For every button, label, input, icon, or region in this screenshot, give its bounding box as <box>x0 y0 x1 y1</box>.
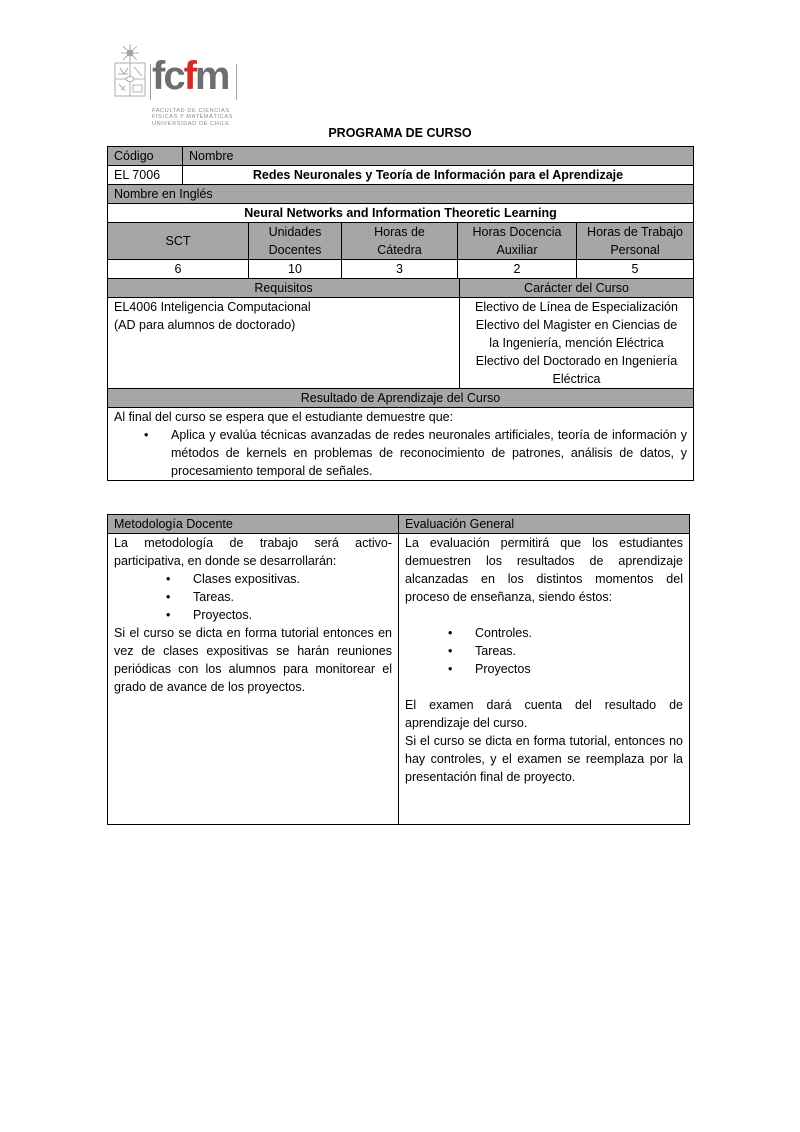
requisitos-caracter-row <box>108 298 694 389</box>
logo-subtitle-line: FACULTAD DE CIENCIAS <box>152 108 230 114</box>
wordmark-f: f <box>183 54 195 98</box>
horas-personal-header <box>577 223 694 260</box>
evaluacion-item: • Tareas. <box>475 642 683 660</box>
horas-auxiliar-value: 2 <box>458 260 577 279</box>
header-line: Horas de <box>374 225 425 239</box>
sct-value: 6 <box>108 260 249 279</box>
evaluacion-item: • Proyectos <box>475 660 683 678</box>
evaluacion-tutorial-paragraph: Si el curso se dicta en forma tutorial, entonces no hay controles, y el examen se reemplaza por la presentación final de proyecto. <box>405 734 683 784</box>
resultado-item: • Aplica y evalúa técnicas avanzadas de redes neuronales artificiales, teoría de información y métodos de kernels en problemas de reconocimiento de patrones, análisis de datos, y procesamiento temporal de señales. <box>171 426 687 480</box>
code-name-row <box>108 166 694 185</box>
resultado-header-row <box>108 389 694 408</box>
caracter-line: Eléctrica <box>552 372 601 386</box>
methodology-evaluation-row <box>108 534 690 825</box>
caracter-line: la Ingeniería, mención Eléctrica <box>489 336 664 350</box>
resultado-list <box>114 426 687 480</box>
header-line: Personal <box>610 243 660 257</box>
requisitos-label: Requisitos <box>108 279 460 298</box>
evaluacion-intro: La evaluación permitirá que los estudiantes demuestren los resultados de aprendizaje alcanzadas en los distintos momentos del proceso de enseñanza, siendo éstos: <box>405 536 683 604</box>
english-name-row <box>108 204 694 223</box>
wordmark-m: m <box>194 54 229 98</box>
caracter-label: Carácter del Curso <box>460 279 694 298</box>
metodologia-content <box>108 534 399 825</box>
resultado-content <box>108 408 694 481</box>
english-name: Neural Networks and Information Theoretic Learning <box>108 204 694 223</box>
resultado-intro: Al final del curso se espera que el estudiante demuestre que: <box>114 410 454 424</box>
logo-subtitle-line: UNIVERSIDAD DE CHILE <box>152 120 230 127</box>
caracter-line: Electivo del Magister en Ciencias de <box>475 318 678 332</box>
hours-header-row <box>108 223 694 260</box>
requisitos-content <box>108 298 460 389</box>
evaluacion-label: Evaluación General <box>399 515 690 534</box>
methodology-evaluation-header-row <box>108 515 690 534</box>
code-label: Código <box>108 147 183 166</box>
header-line: Unidades <box>268 225 322 239</box>
metodologia-list <box>114 570 392 624</box>
fcfm-wordmark <box>152 54 228 98</box>
logo-subtitle <box>152 108 233 127</box>
wordmark-fc: fc <box>152 54 184 98</box>
header-line: Auxiliar <box>496 243 538 257</box>
course-name: Redes Neuronales y Teoría de Información para el Aprendizaje <box>183 166 694 185</box>
hours-values-row <box>108 260 694 279</box>
unidades-docentes-header <box>249 223 342 260</box>
resultado-row <box>108 408 694 481</box>
header-line: Horas de Trabajo <box>587 225 683 239</box>
logo-divider-right <box>236 64 237 100</box>
course-info-table <box>107 146 694 481</box>
unidades-docentes-value: 10 <box>249 260 342 279</box>
caracter-content <box>460 298 694 389</box>
code-name-header-row <box>108 147 694 166</box>
requisito-line: EL4006 Inteligencia Computacional <box>114 300 311 314</box>
university-crest-icon <box>112 44 148 100</box>
caracter-line: Electivo de Línea de Especialización <box>475 300 678 314</box>
requisito-line: (AD para alumnos de doctorado) <box>114 318 296 332</box>
evaluacion-content <box>399 534 690 825</box>
course-code: EL 7006 <box>108 166 183 185</box>
header-line: Docentes <box>268 243 322 257</box>
sct-header: SCT <box>108 223 249 260</box>
requisitos-caracter-header-row <box>108 279 694 298</box>
methodology-evaluation-table <box>107 514 690 825</box>
horas-personal-value: 5 <box>577 260 694 279</box>
evaluacion-list <box>405 624 683 678</box>
metodologia-item: • Tareas. <box>193 588 392 606</box>
caracter-line: Electivo del Doctorado en Ingeniería <box>475 354 678 368</box>
evaluacion-item: • Controles. <box>475 624 683 642</box>
evaluacion-exam-paragraph: El examen dará cuenta del resultado de aprendizaje del curso. <box>405 698 683 730</box>
name-label: Nombre <box>183 147 694 166</box>
english-name-header-row <box>108 185 694 204</box>
logo-divider <box>150 64 151 100</box>
metodologia-item: • Clases expositivas. <box>193 570 392 588</box>
metodologia-intro: La metodología de trabajo será activo-participativa, en donde se desarrollarán: <box>114 536 392 568</box>
header-line: Cátedra <box>377 243 422 257</box>
english-name-label: Nombre en Inglés <box>108 185 694 204</box>
header-line: Horas Docencia <box>472 225 562 239</box>
fcfm-logo <box>112 44 242 127</box>
logo-subtitle-line: FÍSICAS Y MATEMÁTICAS <box>152 114 233 121</box>
horas-auxiliar-header <box>458 223 577 260</box>
resultado-label: Resultado de Aprendizaje del Curso <box>108 389 694 408</box>
horas-catedra-header <box>342 223 458 260</box>
metodologia-outro: Si el curso se dicta en forma tutorial entonces en vez de clases expositivas se harán reuniones periódicas con los alumnos para monitorear el grado de avance de los proyectos. <box>114 626 392 694</box>
horas-catedra-value: 3 <box>342 260 458 279</box>
metodologia-label: Metodología Docente <box>108 515 399 534</box>
document-title: PROGRAMA DE CURSO <box>328 126 472 140</box>
metodologia-item: • Proyectos. <box>193 606 392 624</box>
